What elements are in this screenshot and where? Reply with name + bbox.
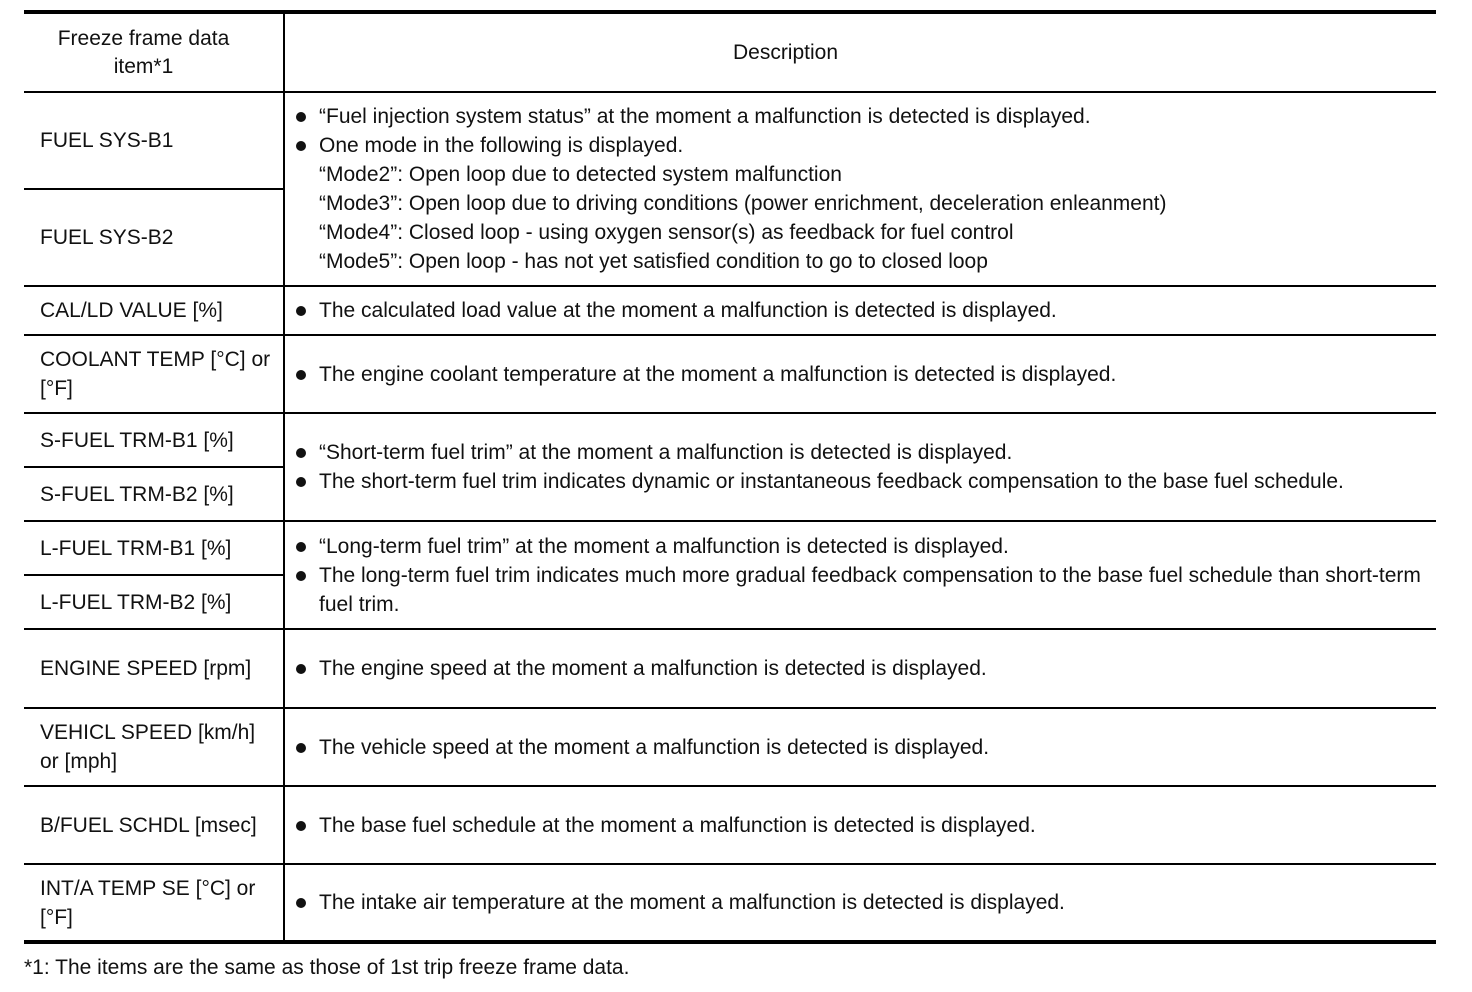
item-cell: FUEL SYS-B1	[24, 92, 284, 189]
bullet-list	[293, 532, 1426, 619]
description-cell	[284, 413, 1436, 521]
list-item	[293, 467, 1426, 496]
table-row	[24, 786, 1436, 864]
freeze-frame-data-table	[24, 10, 1436, 944]
item-cell: S-FUEL TRM-B1 [%]	[24, 413, 284, 467]
bullet-icon	[296, 821, 306, 831]
bullet-icon	[296, 448, 306, 458]
list-item	[293, 296, 1426, 325]
description-text: The long-term fuel trim indicates much more gradual feedback compensation to the base fuel schedule than short-term fuel trim.	[319, 563, 1421, 616]
bullet-icon	[296, 306, 306, 316]
list-item	[293, 360, 1426, 389]
list-item	[293, 561, 1426, 619]
mode-line: “Mode4”: Closed loop - using oxygen sensor(s) as feedback for fuel control	[319, 221, 1014, 244]
description-cell	[284, 708, 1436, 786]
table-row	[24, 629, 1436, 708]
description-text: “Long-term fuel trim” at the moment a malfunction is detected is displayed.	[319, 534, 1009, 558]
bullet-icon	[296, 664, 306, 674]
description-text: The intake air temperature at the moment a malfunction is detected is displayed.	[319, 891, 1065, 914]
mode-line: “Mode2”: Open loop due to detected system malfunction	[319, 163, 842, 186]
mode-line: “Mode5”: Open loop - has not yet satisfied condition to go to closed loop	[319, 250, 988, 273]
description-text: “Short-term fuel trim” at the moment a malfunction is detected is displayed.	[319, 441, 1013, 464]
list-item	[293, 438, 1426, 467]
bullet-list	[293, 438, 1426, 496]
table-row	[24, 335, 1436, 413]
bullet-list	[293, 654, 1426, 683]
description-cell	[284, 92, 1436, 286]
description-text: One mode in the following is displayed.	[319, 134, 684, 157]
bullet-list	[293, 733, 1426, 762]
item-cell: FUEL SYS-B2	[24, 189, 284, 286]
description-text: The engine speed at the moment a malfunction is detected is displayed.	[319, 657, 987, 680]
bullet-icon	[296, 477, 306, 487]
table-row	[24, 864, 1436, 942]
header-description-column: Description	[284, 12, 1436, 92]
description-text: The calculated load value at the moment a malfunction is detected is displayed.	[319, 299, 1057, 322]
item-cell: COOLANT TEMP [°C] or [°F]	[24, 335, 284, 413]
footnote: *1: The items are the same as those of 1st trip freeze frame data.	[24, 956, 630, 979]
list-item	[293, 888, 1426, 917]
description-text: The base fuel schedule at the moment a malfunction is detected is displayed.	[319, 813, 1036, 837]
list-item	[293, 733, 1426, 762]
bullet-icon	[296, 542, 306, 552]
description-cell	[284, 335, 1436, 413]
description-cell	[284, 286, 1436, 335]
mode-line: “Mode3”: Open loop due to driving conditions (power enrichment, deceleration enleanment)	[319, 192, 1167, 215]
header-item-line2: item*1	[113, 54, 174, 78]
description-text: The short-term fuel trim indicates dynamic or instantaneous feedback compensation to the base fuel schedule.	[319, 470, 1344, 493]
item-cell: INT/A TEMP SE [°C] or [°F]	[24, 864, 284, 942]
bullet-icon	[296, 370, 306, 380]
bullet-icon	[296, 571, 306, 581]
description-text: “Fuel injection system status” at the moment a malfunction is detected is displayed.	[319, 105, 1091, 128]
list-item	[293, 131, 1426, 276]
description-text: The engine coolant temperature at the moment a malfunction is detected is displayed.	[319, 362, 1117, 386]
header-item-line1: Freeze frame data	[57, 26, 230, 50]
list-item	[293, 811, 1426, 840]
table-row	[24, 521, 1436, 575]
bullet-list	[293, 102, 1426, 276]
header-item-column	[24, 12, 284, 92]
item-cell: S-FUEL TRM-B2 [%]	[24, 467, 284, 521]
bullet-icon	[296, 743, 306, 753]
item-cell: B/FUEL SCHDL [msec]	[24, 786, 284, 864]
table-row	[24, 708, 1436, 786]
description-cell	[284, 521, 1436, 629]
item-cell: L-FUEL TRM-B2 [%]	[24, 575, 284, 629]
list-item	[293, 102, 1426, 131]
description-text: The vehicle speed at the moment a malfunction is detected is displayed.	[319, 735, 990, 759]
description-cell	[284, 864, 1436, 942]
bullet-list	[293, 888, 1426, 917]
bullet-icon	[296, 112, 306, 122]
table-row	[24, 413, 1436, 467]
list-item	[293, 654, 1426, 683]
bullet-icon	[296, 898, 306, 908]
item-cell: CAL/LD VALUE [%]	[24, 286, 284, 335]
description-cell	[284, 786, 1436, 864]
item-cell: ENGINE SPEED [rpm]	[24, 629, 284, 708]
table-row	[24, 286, 1436, 335]
description-cell	[284, 629, 1436, 708]
item-cell: L-FUEL TRM-B1 [%]	[24, 521, 284, 575]
list-item	[293, 532, 1426, 561]
table-header-row	[24, 12, 1436, 92]
bullet-icon	[296, 141, 306, 151]
bullet-list	[293, 360, 1426, 389]
item-cell: VEHICL SPEED [km/h] or [mph]	[24, 708, 284, 786]
bullet-list	[293, 811, 1426, 840]
table-row	[24, 92, 1436, 189]
bullet-list	[293, 296, 1426, 325]
